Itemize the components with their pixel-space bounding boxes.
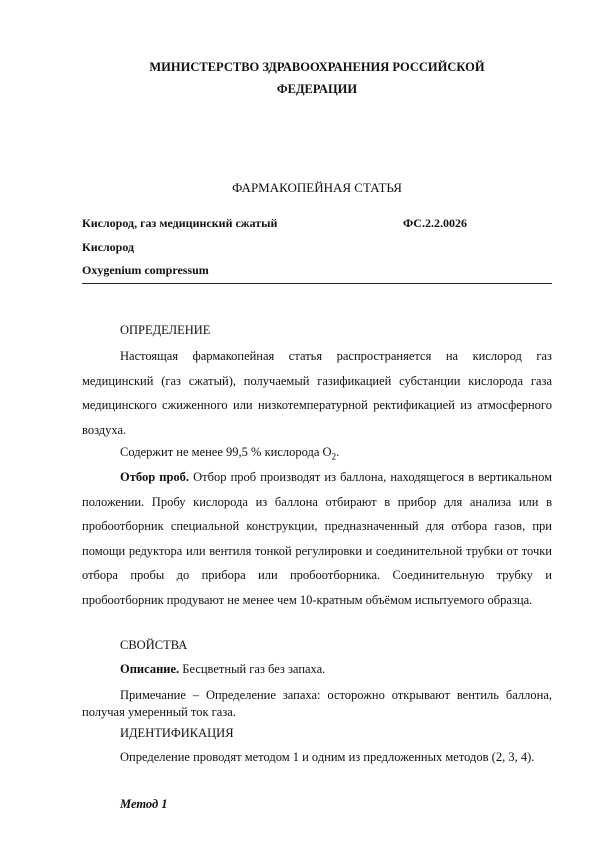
definition-paragraph: Настоящая фармакопейная статья распространяется на кислород газ медицинский (газ сжатый), получаемый газификацией субстанции кислорода газа медицинского сжиженного или низкотемпературной ректификацией из атмосферного воздуха. [82, 349, 552, 437]
article-code: ФС.2.2.0026 [403, 216, 467, 230]
content-subscript: 2 [331, 451, 337, 462]
description-label: Описание. [120, 662, 180, 676]
header-divider [82, 283, 552, 284]
note-paragraph: Примечание – Определение запаха: осторожно открывают вентиль баллона, получая умеренный ток газа. [82, 688, 552, 719]
ministry-line-1: МИНИСТЕРСТВО ЗДРАВООХРАНЕНИЯ РОССИЙСКОЙ [149, 60, 485, 74]
description-text: Бесцветный газ без запаха. [179, 662, 326, 676]
substance-name-latin: Oxygenium compressum [82, 263, 209, 277]
identification-heading: ИДЕНТИФИКАЦИЯ [120, 726, 234, 740]
substance-name-short: Кислород [82, 240, 135, 254]
method-label: Метод 1 [120, 797, 168, 811]
ministry-line-2: ФЕДЕРАЦИИ [276, 82, 358, 96]
properties-heading: СВОЙСТВА [120, 638, 188, 652]
identification-paragraph: Определение проводят методом 1 и одним из предложенных методов (2, 3, 4). [120, 750, 535, 764]
definition-heading: ОПРЕДЕЛЕНИЕ [120, 323, 211, 337]
ministry-header [82, 56, 552, 100]
description-paragraph [82, 657, 552, 682]
sampling-label: Отбор проб. [120, 470, 190, 484]
content-paragraph [82, 440, 552, 465]
content-end: . [336, 445, 340, 459]
sampling-text: Отбор проб производят из баллона, находящегося в вертикальном положении. Пробу кислорода из баллона отбирают в прибор для анализа или в пробоотборник специальной конструкции, предназначенный для отбора газов, при помощи редуктора или вентиля тонкой регулировки и соединительной трубки от точки отбора пробы до прибора или пробоотборника. Соединительную трубку и пробоотборник продувают не менее чем 10-кратным объёмом испытуемого образца. [82, 470, 552, 607]
article-title: ФАРМАКОПЕЙНАЯ СТАТЬЯ [232, 180, 402, 195]
content-text: Содержит не менее 99,5 % кислорода O [120, 445, 332, 459]
substance-name-full: Кислород, газ медицинский сжатый [82, 216, 278, 230]
sampling-paragraph [82, 465, 552, 612]
